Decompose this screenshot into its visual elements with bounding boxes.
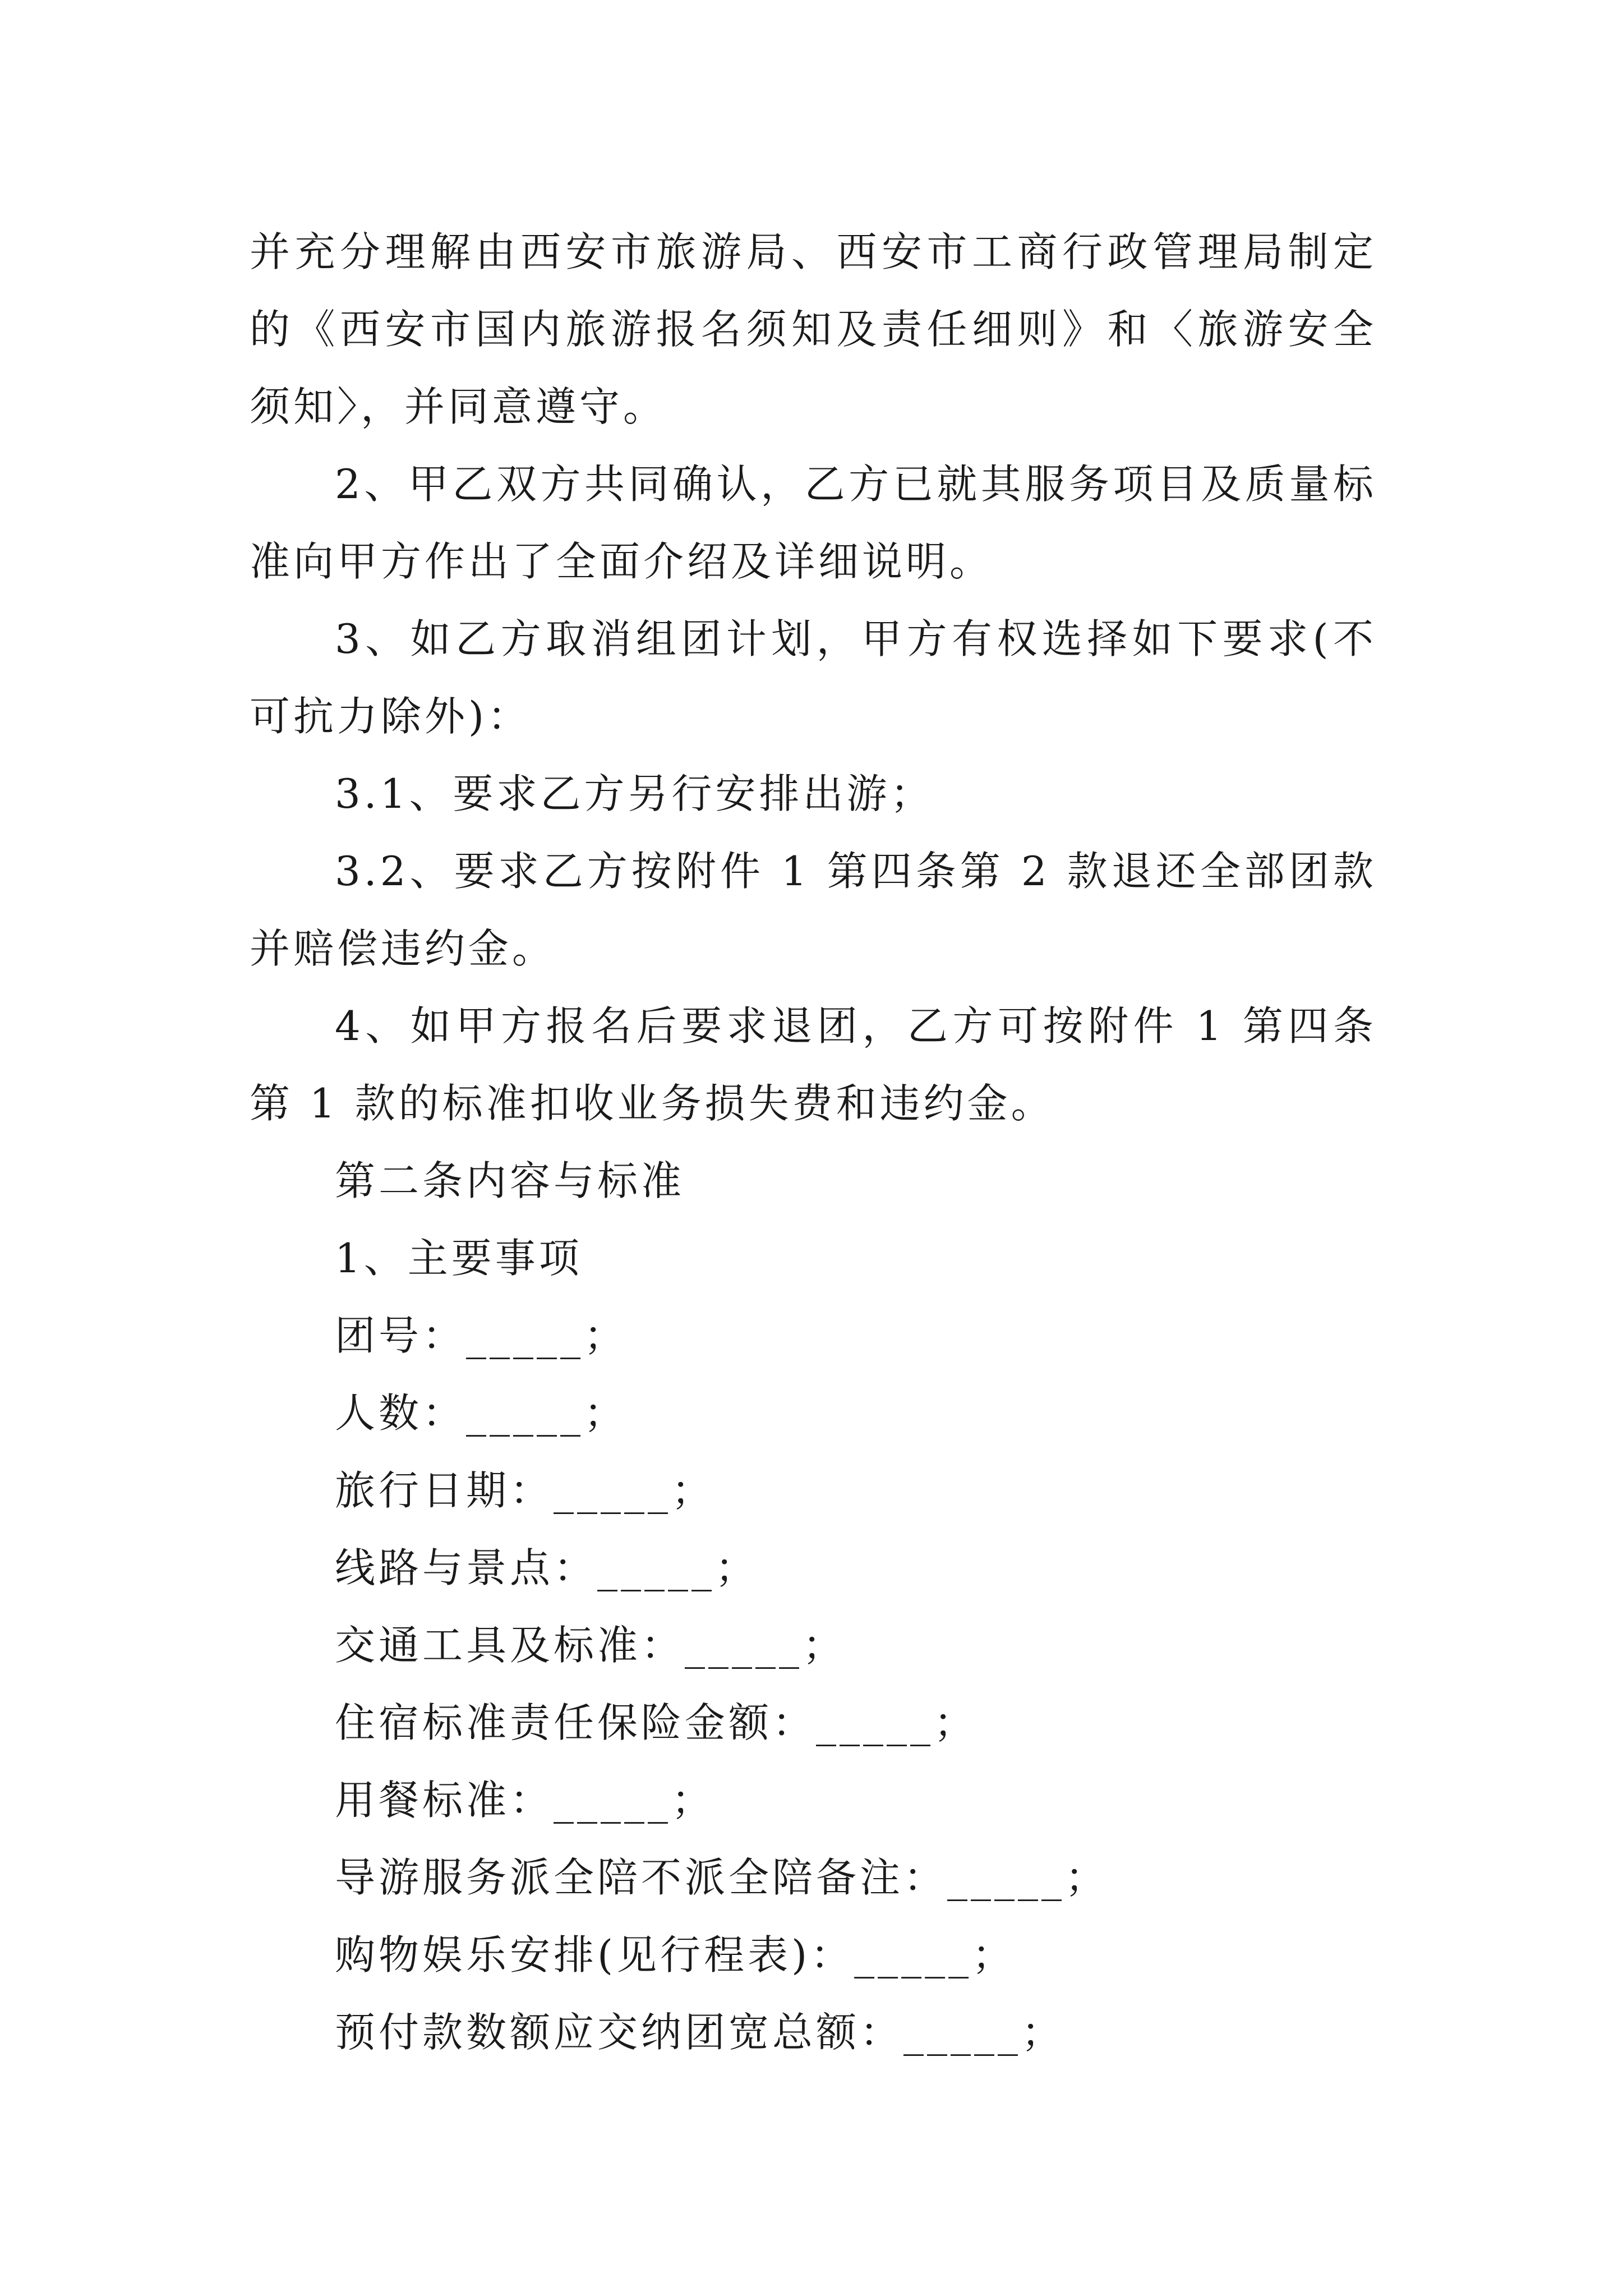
paragraph-clause-3-1: 3.1、要求乙方另行安排出游；: [335, 770, 934, 817]
field-meal-standard: 用餐标准：_____；: [335, 1777, 716, 1824]
field-transport-standard: 交通工具及标准：_____；: [335, 1622, 847, 1669]
document-body: [250, 213, 1377, 2071]
paragraph-clause-3-2: 3.2、要求乙方按附件 1 第四条第 2 款退还全部团款并赔偿违约金。: [250, 848, 1377, 972]
paragraph-agreement-rules: 并充分理解由西安市旅游局、西安市工商行政管理局制定的《西安市国内旅游报名须知及责任细则》和〈旅游安全须知〉，并同意遵守。: [250, 228, 1377, 430]
field-prepayment-amount: 预付款数额应交纳团宽总额：_____；: [335, 2009, 1066, 2056]
field-tour-number: 团号：_____；: [335, 1312, 628, 1359]
field-route-and-sights: 线路与景点：_____；: [335, 1544, 759, 1591]
field-headcount: 人数：_____；: [335, 1389, 628, 1437]
paragraph-clause-4: 4、如甲方报名后要求退团，乙方可按附件 1 第四条第 1 款的标准扣收业务损失费和违约金。: [250, 1002, 1377, 1127]
field-travel-date: 旅行日期：_____；: [335, 1467, 716, 1514]
field-accommodation-insurance: 住宿标准责任保险金额：_____；: [335, 1699, 978, 1746]
field-shopping-entertainment: 购物娱乐安排(见行程表)：_____；: [335, 1931, 1016, 1978]
section-heading-article-2: 第二条内容与标准: [335, 1157, 685, 1204]
subsection-heading-main-items: 1、主要事项: [335, 1235, 583, 1282]
paragraph-clause-2: 2、甲乙双方共同确认，乙方已就其服务项目及质量标准向甲方作出了全面介绍及详细说明。: [250, 461, 1377, 585]
paragraph-clause-3: 3、如乙方取消组团计划，甲方有权选择如下要求(不可抗力除外)：: [250, 615, 1377, 740]
field-guide-service: 导游服务派全陪不派全陪备注：_____；: [335, 1854, 1109, 1901]
